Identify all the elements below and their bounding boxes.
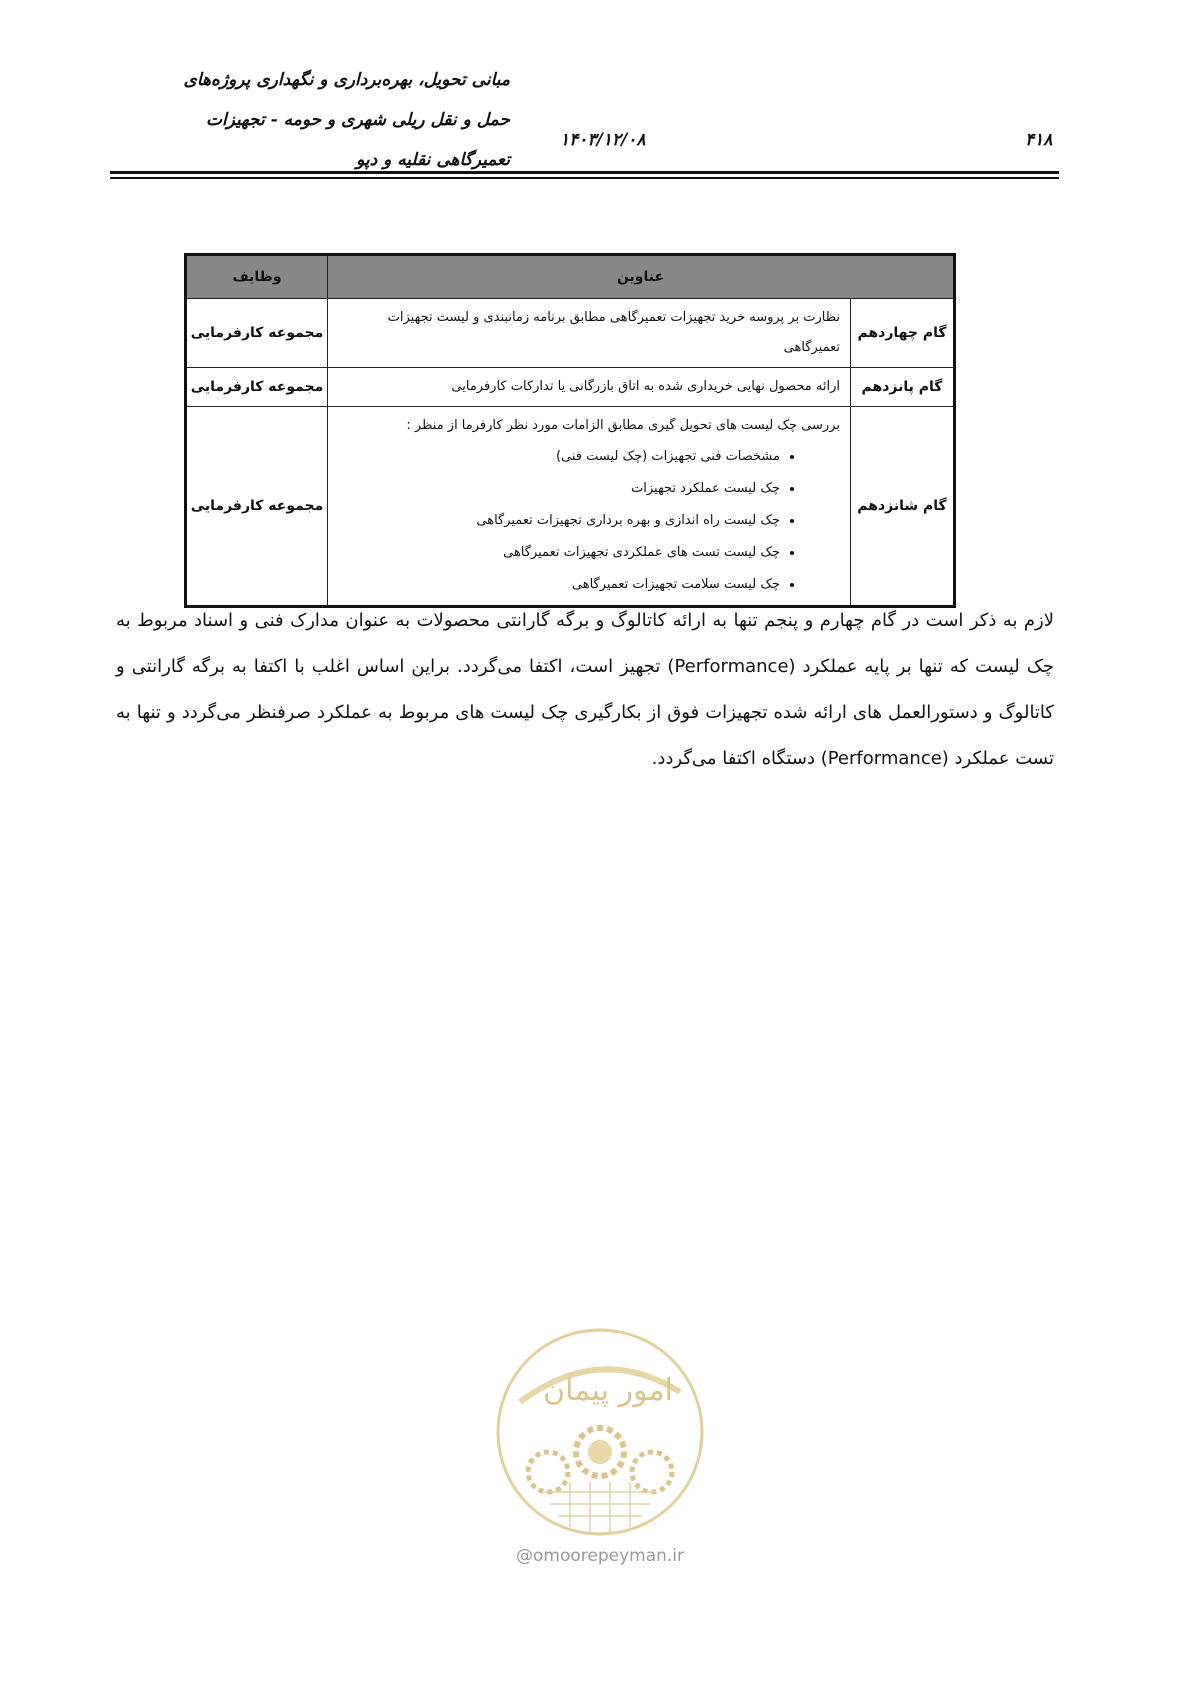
- document-title: [110, 60, 510, 180]
- step-cell: گام چهاردهم: [851, 299, 955, 368]
- step-cell: گام شانزدهم: [851, 407, 955, 607]
- step-cell: گام پانزدهم: [851, 368, 955, 407]
- title-intro: بررسی چک لیست های تحویل گیری مطابق الزامات مورد نظر کارفرما از منظر :: [406, 418, 840, 433]
- task-cell: مجموعه کارفرمایی: [186, 368, 328, 407]
- list-item: • چک لیست سلامت تجهیزات تعمیرگاهی: [338, 569, 780, 601]
- task-cell: مجموعه کارفرمایی: [186, 407, 328, 607]
- watermark-site: @omoorepeyman.ir: [515, 1546, 685, 1566]
- bullet-list: [338, 441, 840, 601]
- watermark-logo-icon: [490, 1322, 710, 1542]
- table-row: [186, 407, 955, 607]
- title-cell: نظارت بر پروسه خرید تجهیزات تعمیرگاهی مطابق برنامه زمانبندی و لیست تجهیزات تعمیرگاهی: [328, 299, 851, 368]
- logo-text: امور پیمان: [543, 1373, 673, 1408]
- table-header-row: [186, 255, 955, 299]
- title-line: تعمیرگاهی نقلیه و دپو: [356, 150, 510, 170]
- document-date: ۱۴۰۳/۱۲/۰۸: [560, 130, 646, 150]
- list-item: • چک لیست راه اندازی و بهره برداری تجهیزات تعمیرگاهی: [338, 505, 780, 537]
- header-rule: [110, 171, 1059, 174]
- list-item: • چک لیست عملکرد تجهیزات: [338, 473, 780, 505]
- page-number: ۴۱۸: [1025, 130, 1053, 150]
- task-cell: مجموعه کارفرمایی: [186, 299, 328, 368]
- watermark: [490, 1322, 710, 1572]
- header-tasks: وظایف: [186, 255, 328, 299]
- body-paragraph: لازم به ذکر است در گام چهارم و پنجم تنها به ارائه کاتالوگ و برگه گارانتی محصولات به عنوان مدارک فنی و اسناد مربوط به چک لیست که تنها بر پایه عملکرد (Performance) تجهیز است، اکتفا می‌گردد. براین اساس اغلب با اکتفا به برگه گارانتی و کاتالوگ و دستورالعمل های ارائه شده تجهیزات فوق از بکارگیری چک لیست های مربوط به عملکرد صرفنظر می‌گردد و تنها به تست عملکرد (Performance) دستگاه اکتفا می‌گردد.: [116, 610, 1054, 769]
- header-titles: عناوین: [328, 255, 955, 299]
- title-cell: ارائه محصول نهایی خریداری شده به اتاق بازرگانی یا تدارکات کارفرمایی: [328, 368, 851, 407]
- list-item: • مشخصات فنی تجهیزات (چک لیست فنی): [338, 441, 780, 473]
- title-cell: [328, 407, 851, 607]
- title-line: مبانی تحویل، بهره‌برداری و نگهداری پروژه‌های: [183, 70, 510, 90]
- list-item: • چک لیست تست های عملکردی تجهیزات تعمیرگاهی: [338, 537, 780, 569]
- table-row: [186, 299, 955, 368]
- table-row: [186, 368, 955, 407]
- steps-table: [184, 253, 956, 608]
- title-line: حمل و نقل ریلی شهری و حومه - تجهیزات: [205, 110, 510, 130]
- page-header: [0, 0, 1191, 200]
- header-rule: [110, 177, 1059, 179]
